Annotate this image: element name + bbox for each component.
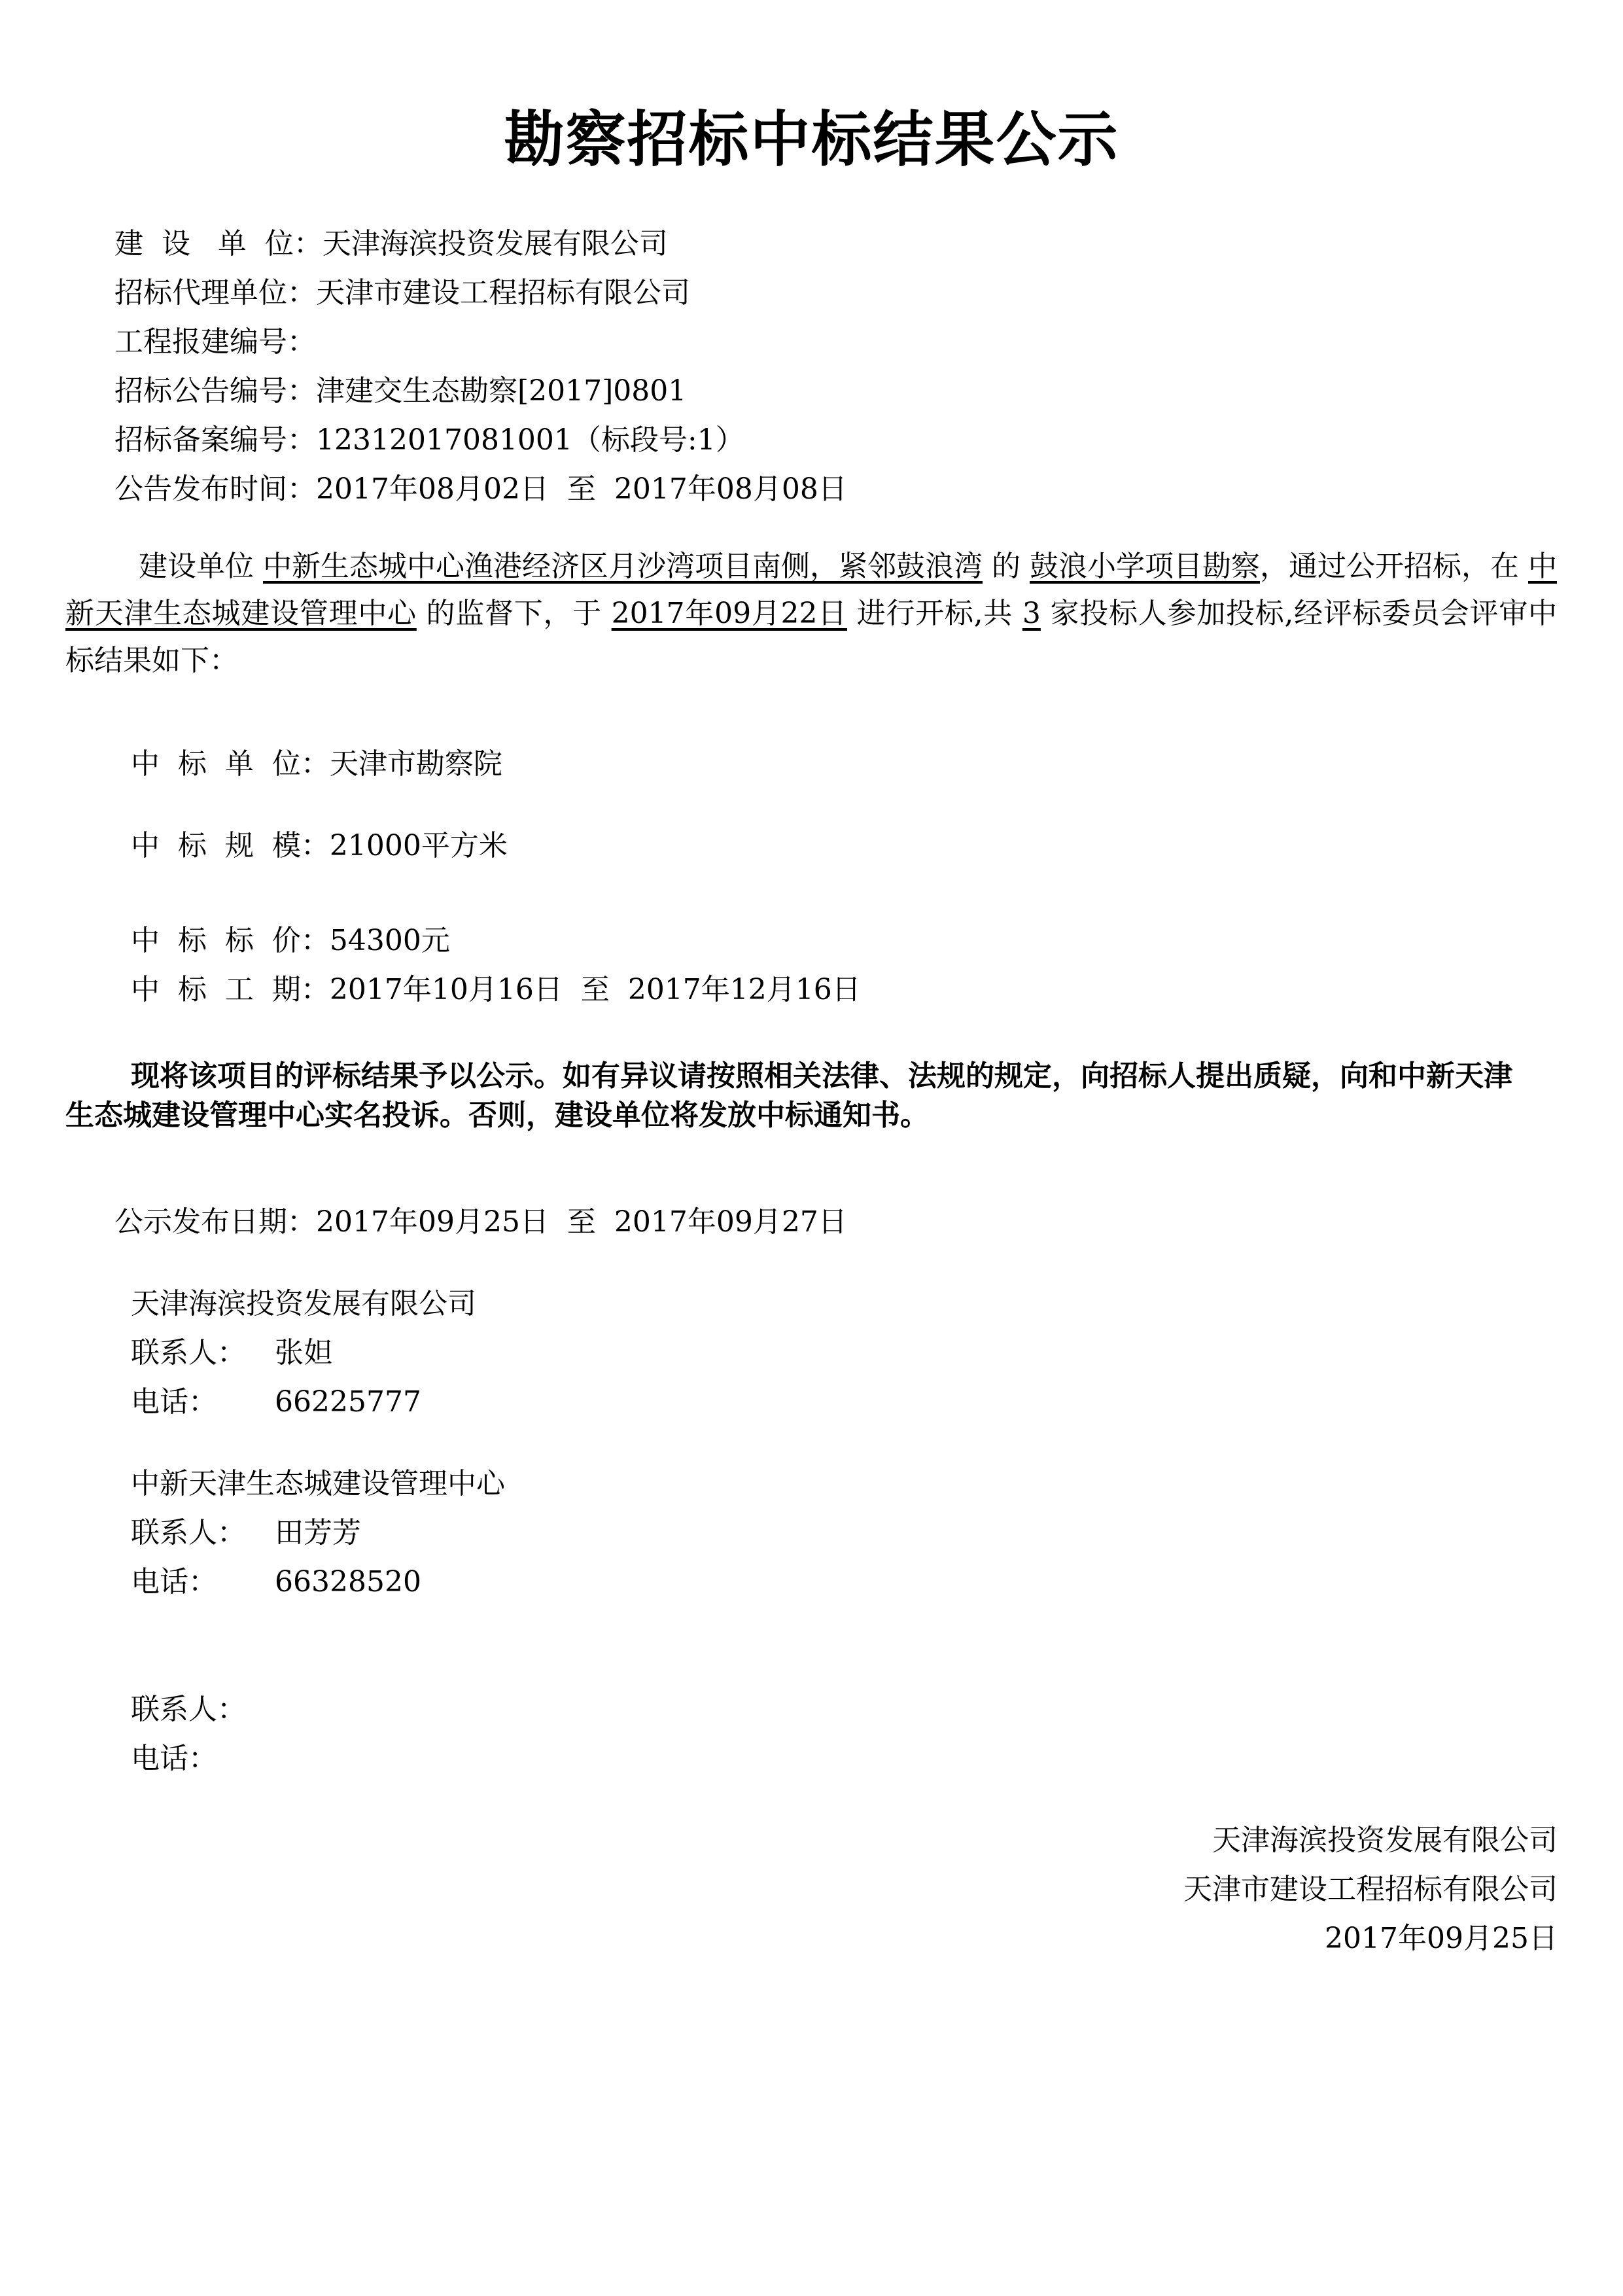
builder-value: 天津海滨投资发展有限公司 (322, 227, 668, 260)
record-no-row (114, 422, 744, 459)
contact-3-person-row (131, 1691, 275, 1728)
winner-label: 中 标 单 位： (131, 747, 330, 781)
project-name: 鼓浪小学项目勘察 (1030, 550, 1261, 583)
publicity-value: 2017年09月25日 至 2017年09月27日 (316, 1205, 847, 1239)
builder-label: 建 设 单 位： (114, 227, 323, 260)
winner-row (131, 746, 502, 783)
bidder-count: 3 (1022, 597, 1041, 630)
contact-3-person-label: 联系人： (131, 1693, 246, 1726)
contact-2-phone-label: 电话： (131, 1565, 217, 1598)
contact-2-phone-row (131, 1564, 421, 1600)
record-no-label: 招标备案编号： (114, 423, 316, 457)
contact-1-phone: 66225777 (275, 1385, 421, 1419)
intro-text-5: 进行开标,共 (847, 597, 1022, 630)
publish-time-value: 2017年08月02日 至 2017年08月08日 (316, 472, 847, 506)
agent-label: 招标代理单位： (114, 276, 316, 309)
price-label: 中 标 标 价： (131, 924, 330, 957)
signature-org-2: 天津市建设工程招标有限公司 (1183, 1873, 1558, 1906)
publish-time-row (114, 471, 847, 508)
contact-2-person: 田芳芳 (275, 1516, 361, 1549)
contact-2-org: 中新天津生态城建设管理中心 (131, 1467, 505, 1500)
agent-value: 天津市建设工程招标有限公司 (316, 276, 690, 309)
project-location: 中新生态城中心渔港经济区月沙湾项目南侧，紧邻鼓浪湾 (263, 550, 983, 583)
contact-1-person-row (131, 1335, 332, 1371)
contact-1-phone-row (131, 1384, 421, 1421)
contact-3-phone-label: 电话： (131, 1742, 217, 1775)
notice-no-row (114, 373, 686, 410)
builder-row (114, 226, 668, 262)
contact-3-phone-row (131, 1740, 275, 1777)
intro-text-4: 的监督下，于 (416, 597, 612, 630)
notice-no-value: 津建交生态勘察[2017]0801 (316, 374, 687, 408)
intro-text-3: ，通过公开招标，在 (1260, 550, 1529, 583)
scale-row (131, 828, 508, 864)
price-row (131, 923, 450, 959)
contact-2-person-row (131, 1515, 361, 1551)
signature-date: 2017年09月25日 (1325, 1922, 1558, 1955)
scale-value: 21000平方米 (329, 829, 508, 862)
period-label: 中 标 工 期： (131, 973, 330, 1006)
intro-text-1: 建设单位 (139, 550, 263, 583)
scale-label: 中 标 规 模： (131, 829, 330, 862)
contact-1-phone-label: 电话： (131, 1385, 217, 1419)
notice-no-label: 招标公告编号： (114, 374, 316, 408)
record-no-value: 12312017081001（标段号:1） (316, 423, 744, 457)
period-value: 2017年10月16日 至 2017年12月16日 (329, 973, 861, 1006)
contact-2-person-label: 联系人： (131, 1516, 246, 1549)
project-no-label: 工程报建编号： (114, 325, 316, 359)
price-value: 54300元 (329, 924, 450, 957)
publish-time-label: 公告发布时间： (114, 472, 316, 506)
project-no-row (114, 324, 316, 361)
signature-org-1: 天津海滨投资发展有限公司 (1212, 1824, 1558, 1857)
intro-paragraph (65, 543, 1557, 684)
intro-text-2: 的 (983, 550, 1030, 583)
contact-1-person-label: 联系人： (131, 1336, 246, 1369)
contact-1-org: 天津海滨投资发展有限公司 (131, 1287, 476, 1320)
contact-1-person: 张妲 (275, 1336, 332, 1369)
agent-row (114, 275, 690, 311)
publicity-row (114, 1204, 847, 1241)
page-title: 勘察招标中标结果公示 (504, 105, 1119, 175)
open-date: 2017年09月22日 (611, 597, 847, 630)
publicity-label: 公示发布日期： (114, 1205, 316, 1239)
intro-text-6: 家投标人参加投标,经评标委员会评审中标结果如下： (65, 597, 1557, 677)
winner-value: 天津市勘察院 (329, 747, 502, 781)
contact-2-phone: 66328520 (275, 1565, 421, 1598)
supervisor-name: 中新天津生态城建设管理中心 (65, 550, 1558, 630)
period-row (131, 972, 861, 1008)
notice-text: 现将该项目的评标结果予以公示。如有异议请按照相关法律、法规的规定，向招标人提出质疑，向和中新天津生态城建设管理中心实名投诉。否则，建设单位将发放中标通知书。 (65, 1059, 1512, 1132)
